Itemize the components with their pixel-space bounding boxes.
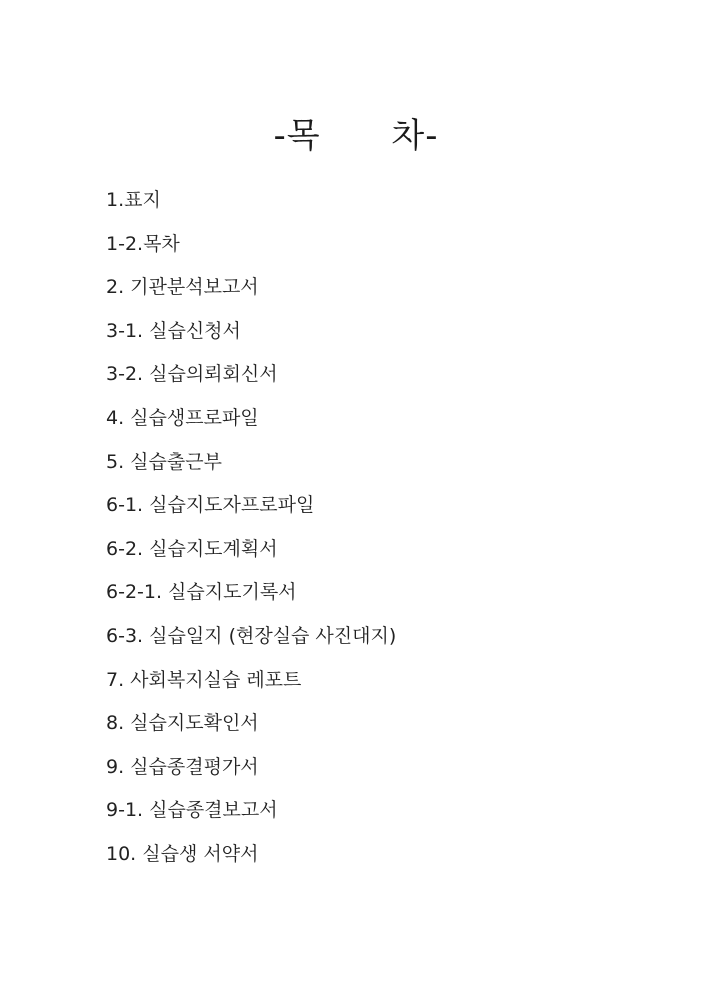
toc-item: 4. 실습생프로파일 [106, 406, 259, 429]
toc-item: 5. 실습출근부 [106, 450, 222, 473]
toc-item: 1.표지 [106, 189, 161, 211]
toc-item: 6-2-1. 실습지도기록서 [106, 581, 297, 604]
toc-item: 6-1. 실습지도자프로파일 [106, 494, 315, 517]
toc-item: 3-1. 실습신청서 [106, 319, 241, 342]
toc-item: 8. 실습지도확인서 [106, 712, 259, 735]
toc-item: 6-3. 실습일지 (현장실습 사진대지) [106, 624, 397, 647]
toc-item: 3-2. 실습의뢰회신서 [106, 363, 278, 386]
table-of-contents [106, 186, 396, 884]
toc-item: 2. 기관분석보고서 [106, 276, 259, 299]
toc-item: 9-1. 실습종결보고서 [106, 799, 278, 822]
toc-item: 6-2. 실습지도계획서 [106, 537, 278, 560]
toc-item: 1-2.목차 [106, 232, 180, 255]
toc-item: 9. 실습종결평가서 [106, 755, 259, 778]
toc-item: 10. 실습생 서약서 [106, 842, 259, 865]
page-title: -목 차- [273, 116, 439, 156]
toc-item: 7. 사회복지실습 레포트 [106, 668, 302, 691]
